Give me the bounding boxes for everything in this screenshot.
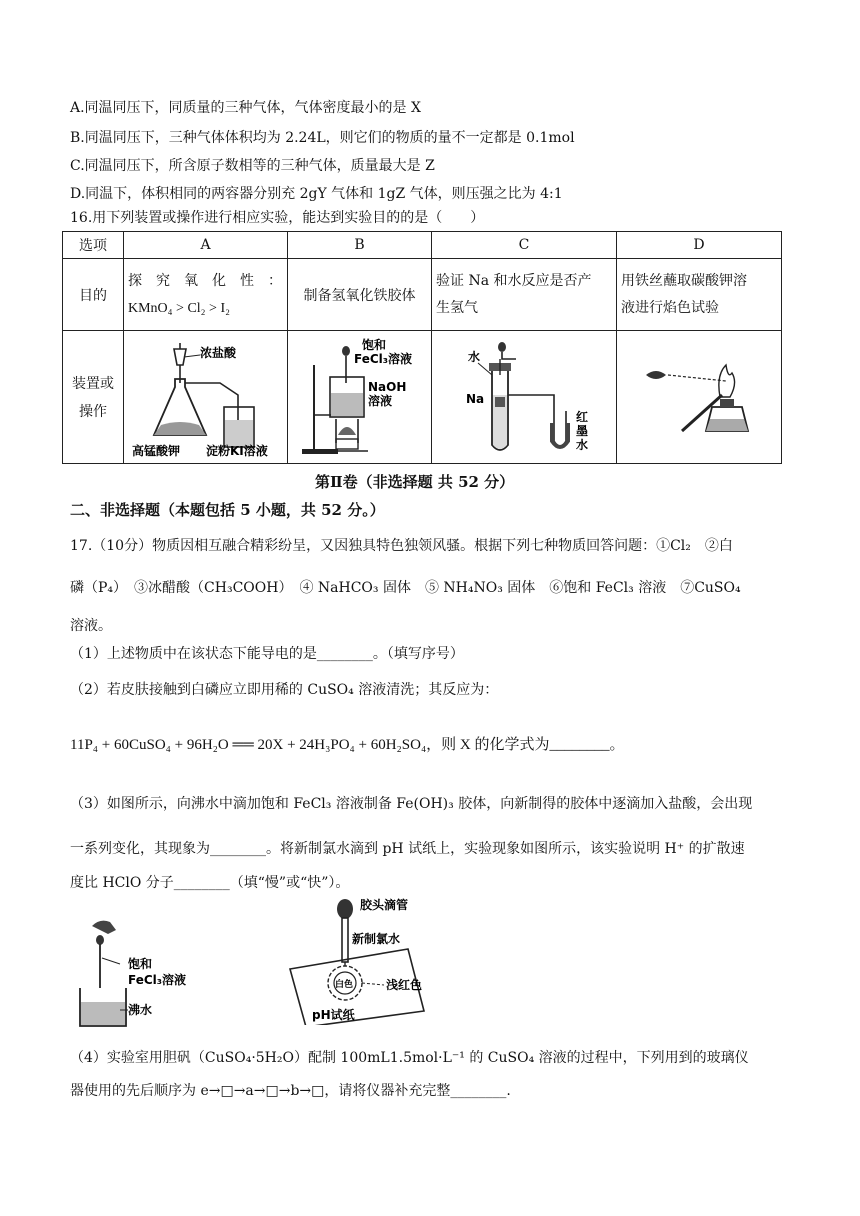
label-water: 水: [467, 350, 480, 364]
q17-line3: 溶液。: [70, 618, 112, 634]
label-chlorine-water: 新制氯水: [352, 932, 401, 946]
label-fig-fecl3: FeCl₃溶液: [128, 973, 187, 987]
header-option: 选项: [63, 232, 124, 259]
label-red-2: 墨: [575, 424, 588, 438]
header-b: B: [288, 232, 432, 259]
purpose-c: [432, 259, 617, 331]
q17-part4-line2: 器使用的先后顺序为 e→□→a→□→b→□，请将仪器补充完整________.: [70, 1083, 511, 1099]
purpose-label: 目的: [63, 259, 124, 331]
header-d: D: [617, 232, 782, 259]
option-b: B.同温同压下，三种气体体积均为 2.24L，则它们的物质的量不一定都是 0.1mol: [70, 130, 575, 146]
q17-equation: 11P₄ + 60CuSO₄ + 96H₂O ══ 20X + 24H₃PO₄ + 60H₂SO₄，则 X 的化学式为________。: [70, 737, 625, 753]
label-fig-saturated: 饱和: [128, 957, 153, 971]
q17-part1: （1）上述物质中在该状态下能导电的是________。（填写序号）: [70, 646, 464, 662]
q17-part3-line1: （3）如图所示，向沸水中滴加饱和 FeCl₃ 溶液制备 Fe(OH)₃ 胶体，向新制得的胶体中逐滴加入盐酸，会出现: [70, 796, 753, 812]
label-na: Na: [465, 392, 484, 406]
apparatus-b-diagram: [292, 335, 427, 459]
apparatus-a-diagram: [128, 335, 283, 459]
q17-part4-line1: （4）实验室用胆矾（CuSO₄·5H₂O）配制 100mL1.5mol·L⁻¹ 的 CuSO₄ 溶液的过程中，下列用到的玻璃仪: [70, 1050, 749, 1066]
option-a: A.同温同压下，同质量的三种气体，气体密度最小的是 X: [70, 100, 421, 116]
label-fecl3: FeCl₃溶液: [354, 352, 413, 366]
figure-ph-paper: [288, 893, 448, 1025]
figure-fecl3-boiling-water: [70, 898, 210, 1030]
table-apparatus-row: [63, 331, 782, 464]
q17-part3-line3: 度比 HClO 分子________（填“慢”或“快”）。: [70, 875, 350, 891]
label-red-3: 水: [575, 438, 588, 452]
part-2-title: 第Ⅱ卷（非选择题 共 52 分）: [315, 473, 515, 491]
apparatus-label: [63, 331, 124, 464]
table-header-row: [63, 232, 782, 259]
apparatus-c-diagram: [442, 335, 607, 459]
label-pale-red: 浅红色: [386, 978, 423, 992]
apparatus-b: [288, 331, 432, 464]
apparatus-d: [617, 331, 782, 464]
label-white: 白色: [335, 980, 354, 990]
section-title: 二、非选择题（本题包括 5 小题，共 52 分。）: [70, 501, 385, 519]
purpose-a-line1: 探 究 氧 化 性 ：: [128, 272, 282, 289]
apparatus-d-diagram: [624, 335, 774, 459]
label-kmno4: 高锰酸钾: [132, 444, 181, 458]
apparatus-a: [124, 331, 288, 464]
q17-part3-line2: 一系列变化，其现象为________。将新制氯水滴到 pH 试纸上，实验现象如图所示，该实验说明 H⁺ 的扩散速: [70, 841, 745, 857]
purpose-b: 制备氢氧化铁胶体: [288, 259, 432, 331]
label-conc-hcl: 浓盐酸: [200, 346, 237, 360]
label-saturated: 饱和: [362, 338, 387, 352]
eye-icon: [646, 371, 666, 379]
q17-line1: 17.（10分）物质因相互融合精彩纷呈，又因独具特色独领风骚。根据下列七种物质回答问题：①Cl₂ ②白: [70, 538, 733, 554]
purpose-a: [124, 259, 288, 331]
apparatus-label-line1: 装置或: [72, 376, 114, 392]
label-naoh: NaOH: [368, 380, 407, 394]
purpose-a-line2: KMnO₄ > Cl₂ > I₂: [128, 300, 230, 316]
purpose-d-line2: 液进行焰色试验: [621, 299, 719, 316]
label-red-1: 红: [575, 410, 588, 424]
label-dropper: 胶头滴管: [360, 898, 409, 912]
q17-part2: （2）若皮肤接触到白磷应立即用稀的 CuSO₄ 溶液清洗；其反应为：: [70, 682, 499, 698]
hand-icon: [92, 921, 116, 934]
option-d: D.同温下，体积相同的两容器分别充 2gY 气体和 1gZ 气体，则压强之比为 4:1: [70, 186, 563, 202]
table-purpose-row: [63, 259, 782, 331]
label-starch-ki: 淀粉KI溶液: [206, 444, 268, 458]
option-c: C.同温同压下，所含原子数相等的三种气体，质量最大是 Z: [70, 158, 435, 174]
purpose-c-line1: 验证 Na 和水反应是否产: [436, 272, 592, 289]
purpose-c-line2: 生氢气: [436, 299, 478, 316]
purpose-d: [617, 259, 782, 331]
header-a: A: [124, 232, 288, 259]
apparatus-label-line2: 操作: [79, 404, 107, 420]
question-16-stem: 16.用下列装置或操作进行相应实验，能达到实验目的的是（ ）: [70, 210, 485, 226]
purpose-d-line1: 用铁丝蘸取碳酸钾溶: [621, 272, 747, 289]
experiment-table: [62, 231, 782, 464]
q17-line2: 磷（P₄） ③冰醋酸（CH₃COOH） ④ NaHCO₃ 固体 ⑤ NH₄NO₃ 固体 ⑥饱和 FeCl₃ 溶液 ⑦CuSO₄: [70, 580, 741, 596]
label-fig-boiling-water: 沸水: [128, 1003, 153, 1017]
apparatus-c: [432, 331, 617, 464]
label-solution: 溶液: [368, 394, 393, 408]
label-ph-paper: pH试纸: [312, 1008, 355, 1022]
header-c: C: [432, 232, 617, 259]
